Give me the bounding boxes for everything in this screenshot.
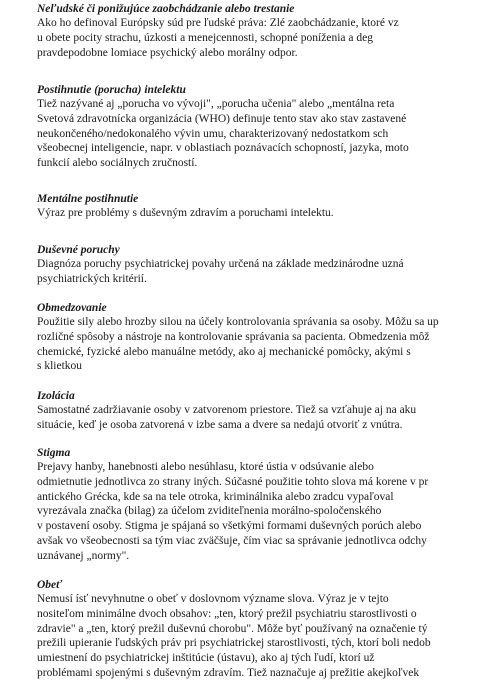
paragraph-line: Ako ho definoval Európsky súd pre ľudské práva: Zlé zaobchádzanie, ktoré vz <box>37 17 399 29</box>
paragraph-line: uznávanej „normy". <box>37 549 130 562</box>
paragraph-line: umiestnení do psychiatrickej inštitúcie (ústavu), ako aj tých ľudí, ktorí už <box>37 652 375 665</box>
paragraph-line: všeobecnej inteligencie, napr. v oblastiach poznávacích schopností, jazyka, moto <box>37 142 409 155</box>
paragraph-line: vyrezávala značka (bilag) za účelom zviditeľnenia morálno-spoločenského <box>37 505 382 518</box>
paragraph-line: prežili upieranie ľudských práv pri psychiatrickej starostlivosti, tých, ktorí boli nedob <box>37 637 431 650</box>
paragraph-line: chemické, fyzické alebo manuálne metódy, ako aj mechanické pomôcky, akými s <box>37 345 411 358</box>
paragraph-line: v postavení osoby. Stigma je spájaná so všetkými formami duševných porúch alebo <box>37 520 422 533</box>
paragraph-line: Svetová zdravotnícka organizácia (WHO) definuje tento stav ako stav zastavené <box>37 112 407 125</box>
paragraph-line: problémami spojenými s duševným zdravím. Tiež naznačuje aj prežitie akejkoľvek <box>37 666 420 679</box>
section-izolacia <box>37 389 489 433</box>
paragraph-line: Tiež nazývané aj „porucha vo vývoji", „porucha učenia" alebo „mentálna reta <box>37 98 395 110</box>
section-heading: Obmedzovanie <box>37 302 107 314</box>
section-heading: Duševné poruchy <box>37 244 120 256</box>
section-heading: Obeť <box>37 579 63 591</box>
paragraph-line: antického Grécka, kde sa na tele otroka, kriminálnika alebo zradcu vypaľoval <box>37 490 394 503</box>
paragraph-line: zdravie" a „ten, ktorý prežil duševnú chorobu". Môže byť používaný na označenie tý <box>37 622 428 635</box>
section-heading: Mentálne postihnutie <box>37 193 139 205</box>
section-heading: Postihnutie (porucha) intelektu <box>37 84 186 96</box>
paragraph-line: Nemusí ísť nevyhnutne o obeť v doslovnom význame slova. Výraz je v tejto <box>37 593 389 605</box>
section-mentalne-postihnutie <box>37 192 489 221</box>
section-postihnutie-intelektu <box>37 83 489 171</box>
section-stigma <box>37 446 489 564</box>
paragraph-line: avšak vo všeobecnosti sa tým viac zväčšuje, čím viac sa správanie jednotlivca odchy <box>37 534 427 547</box>
paragraph-line: Samostatné zadržiavanie osoby v zatvorenom priestore. Tiež sa vzťahuje aj na aku <box>37 404 417 416</box>
paragraph-line: odmietnutie jednotlivca zo strany iných. Súčasné použitie tohto slova má korene v pr <box>37 475 429 488</box>
paragraph-line: s klietkou <box>37 360 83 373</box>
paragraph-line: Diagnóza poruchy psychiatrickej povahy určená na základe medzinárodne uzná <box>37 258 404 270</box>
paragraph-line: funkcií alebo sociálnych zručností. <box>37 157 198 170</box>
section-obmedzovanie <box>37 301 489 374</box>
paragraph-line: u obete pocity strachu, úzkosti a menejcennosti, schopné poníženia a deg <box>37 31 373 44</box>
paragraph-line: pravdepodobne lomiace psychický alebo morálny odpor. <box>37 46 298 59</box>
section-heading: Izolácia <box>37 390 75 402</box>
section-dusevne-poruchy <box>37 243 489 287</box>
section-obet <box>37 578 489 681</box>
section-nehumanne-zaobchadzanie <box>37 2 489 60</box>
paragraph-line: Použitie sily alebo hrozby silou na účely kontrolovania správania sa osoby. Môžu sa up <box>37 316 439 328</box>
paragraph-line: Výraz pre problémy s duševným zdravím a poruchami intelektu. <box>37 207 334 219</box>
paragraph-line: rozličné spôsoby a nástroje na kontrolovanie správania sa pacienta. Obmedzenia môž <box>37 330 430 343</box>
section-heading: Neľudské či ponižujúce zaobchádzanie alebo trestanie <box>37 3 295 15</box>
paragraph-line: neukončeného/nedokonalého vývin umu, charakterizovaný nedostatkom sch <box>37 127 389 140</box>
paragraph-line: situácie, keď je osoba zatvorená v izbe sama a dvere sa nedajú otvoriť z vnútra. <box>37 418 403 431</box>
paragraph-line: nositeľom minimálne dvoch obsahov: „ten, ktorý prežil psychiatriu starostlivosti o <box>37 607 417 620</box>
section-heading: Stigma <box>37 447 71 459</box>
paragraph-line: Prejavy hanby, hanebnosti alebo nesúhlasu, ktoré ústia v odsúvanie alebo <box>37 461 374 473</box>
paragraph-line: psychiatrických kritérií. <box>37 272 147 285</box>
